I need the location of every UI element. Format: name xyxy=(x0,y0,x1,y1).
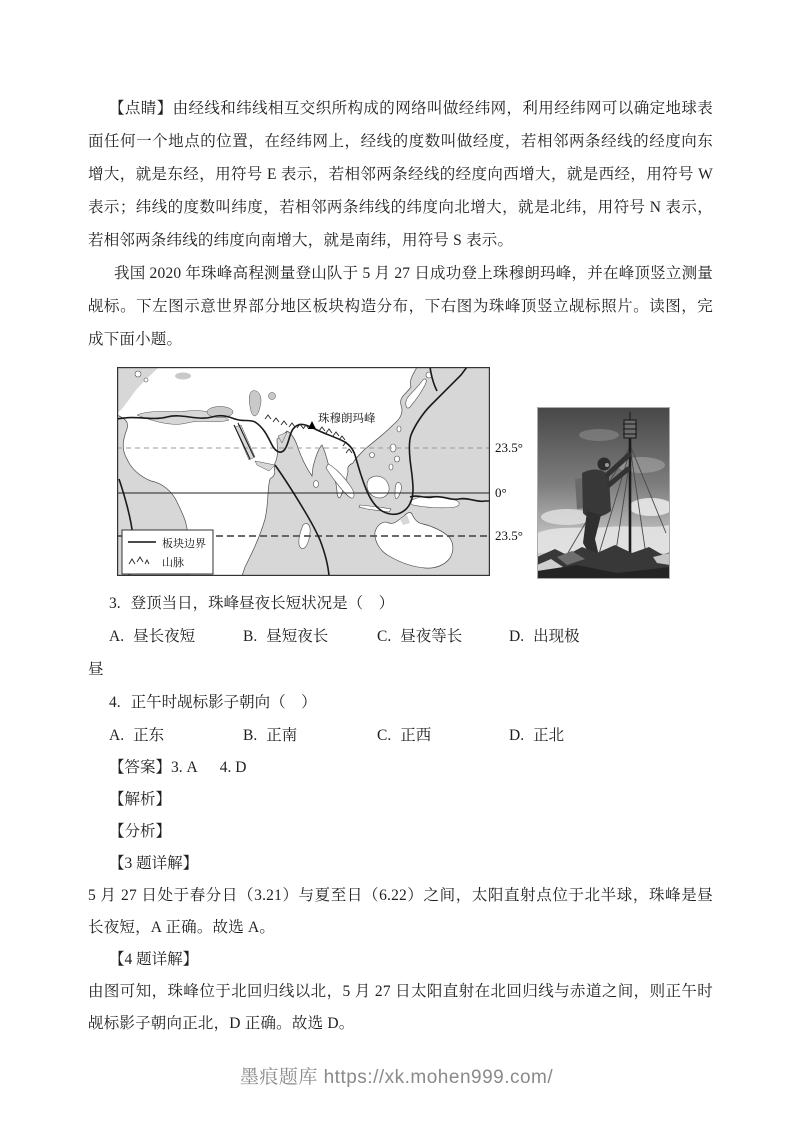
detail-4-text: 由图可知，珠峰位于北回归线以北，5 月 27 日太阳直射在北回归线与赤道之间，则正午时觇标影子朝向正北，D 正确。故选 D。 xyxy=(88,983,713,1032)
answer-q3: 3. A xyxy=(171,759,198,776)
answer-analysis-section xyxy=(88,752,713,1040)
question-3-number: 3. xyxy=(109,595,121,612)
answer-q4: 4. D xyxy=(219,759,247,776)
question-3-options-row xyxy=(88,620,713,653)
question-4-stem: 正午时觇标影子朝向（ ） xyxy=(130,694,317,711)
q3-option-b-key: B. xyxy=(243,628,258,645)
q4-option-d-text: 正北 xyxy=(533,727,565,744)
question-4-number: 4. xyxy=(109,694,121,711)
island-philippines-2 xyxy=(395,456,400,462)
q4-option-d xyxy=(509,719,564,752)
legend-boundary-label: 板块边界 xyxy=(162,538,206,550)
q4-option-d-key: D. xyxy=(509,727,525,744)
q4-option-b xyxy=(243,719,297,752)
question-4-stem-line xyxy=(88,686,713,719)
q4-option-c-key: C. xyxy=(377,727,392,744)
q3-option-d-wrap-line: 昼 xyxy=(88,661,104,678)
detail-4-heading: 【4 题详解】 xyxy=(109,951,199,968)
q3-option-c xyxy=(377,620,462,653)
baltic-sea xyxy=(175,373,191,380)
climber-face xyxy=(605,463,609,467)
legend-mountain-label: 山脉 xyxy=(162,557,184,569)
island-britain xyxy=(135,371,141,377)
q3-option-a-text: 昼长夜短 xyxy=(133,628,196,645)
q4-option-c xyxy=(377,719,431,752)
q3-option-d-key: D. xyxy=(509,628,525,645)
summit-survey-beacon-photo xyxy=(537,407,670,579)
q3-option-d-text: 出现极 xyxy=(533,628,580,645)
q3-option-a xyxy=(109,620,195,653)
answer-line xyxy=(88,752,713,784)
island-europe xyxy=(144,378,148,382)
plate-tectonics-map xyxy=(117,367,490,576)
aral-sea xyxy=(269,393,276,400)
q4-option-c-text: 正西 xyxy=(400,727,432,744)
detail-3-heading: 【3 题详解】 xyxy=(109,855,199,872)
answer-label: 【答案】 xyxy=(109,759,172,776)
q4-option-b-text: 正南 xyxy=(266,727,298,744)
q4-option-a-text: 正东 xyxy=(133,727,165,744)
cloud-1 xyxy=(579,429,619,441)
q4-option-b-key: B. xyxy=(243,727,258,744)
map-svg xyxy=(117,367,490,576)
paragraph-intro: 我国 2020 年珠峰高程测量登山队于 5 月 27 日成功登上珠穆朗玛峰，并在峰顶竖立测量觇标。下左图示意世界部分地区板块构造分布，下右图为珠峰顶竖立觇标照片。读图，完成下面小题。 xyxy=(88,265,713,348)
lat-label-23-5-north: 23.5° xyxy=(495,440,523,455)
q3-option-b xyxy=(243,620,328,653)
q3-option-c-text: 昼夜等长 xyxy=(400,628,463,645)
jiexi-heading: 【解析】 xyxy=(109,791,172,808)
q3-option-b-text: 昼短夜长 xyxy=(266,628,329,645)
island-taiwan xyxy=(397,426,401,432)
paragraph-dianjing: 【点睛】由经线和纬线相互交织所构成的网络叫做经纬网，利用经纬网可以确定地球表面任何一个地点的位置，在经纬网上，经线的度数叫做经度，若相邻两条经线的经度向东增大，就是东经，用符号 E 表示，若相邻两条经线的经度向西增大，就是西经，用符号 W 表示；纬线的度数叫纬度，若相邻两条纬线的纬度向北增大，就是北纬，用符号 N 表示，若相邻两条纬线的纬度向南增大，就是南纬，用符号 S 表示。 xyxy=(88,100,713,249)
q3-option-c-key: C. xyxy=(377,628,392,645)
everest-peak-label: 珠穆朗玛峰 xyxy=(318,413,376,425)
question-3-stem-line xyxy=(88,587,713,620)
page-footer xyxy=(0,1062,793,1089)
island-philippines-3 xyxy=(389,464,393,470)
q3-option-a-key: A. xyxy=(109,628,125,645)
q3-option-d xyxy=(509,620,580,653)
q4-option-a xyxy=(109,719,164,752)
detail-3-text: 5 月 27 日处于春分日（3.21）与夏至日（6.22）之间，太阳直射点位于北半球，珠峰是昼长夜短，A 正确。故选 A。 xyxy=(88,887,713,936)
lat-label-equator: 0° xyxy=(495,485,507,500)
document-content xyxy=(88,0,713,1040)
lat-label-23-5-south: 23.5° xyxy=(495,528,523,543)
fenxi-heading: 【分析】 xyxy=(109,823,172,840)
map-legend xyxy=(122,530,213,574)
q4-option-a-key: A. xyxy=(109,727,125,744)
photo-svg xyxy=(537,407,670,579)
footer-url-link[interactable]: https://xk.mohen999.com/ xyxy=(323,1067,554,1088)
question-4-options-row xyxy=(88,719,713,752)
figure-block xyxy=(88,367,713,579)
island-hainan xyxy=(370,453,375,458)
footer-site-name: 墨痕题库 xyxy=(239,1067,318,1088)
question-3-stem: 登顶当日，珠峰昼夜长短状况是（ ） xyxy=(130,595,395,612)
island-sri-lanka xyxy=(314,481,319,488)
